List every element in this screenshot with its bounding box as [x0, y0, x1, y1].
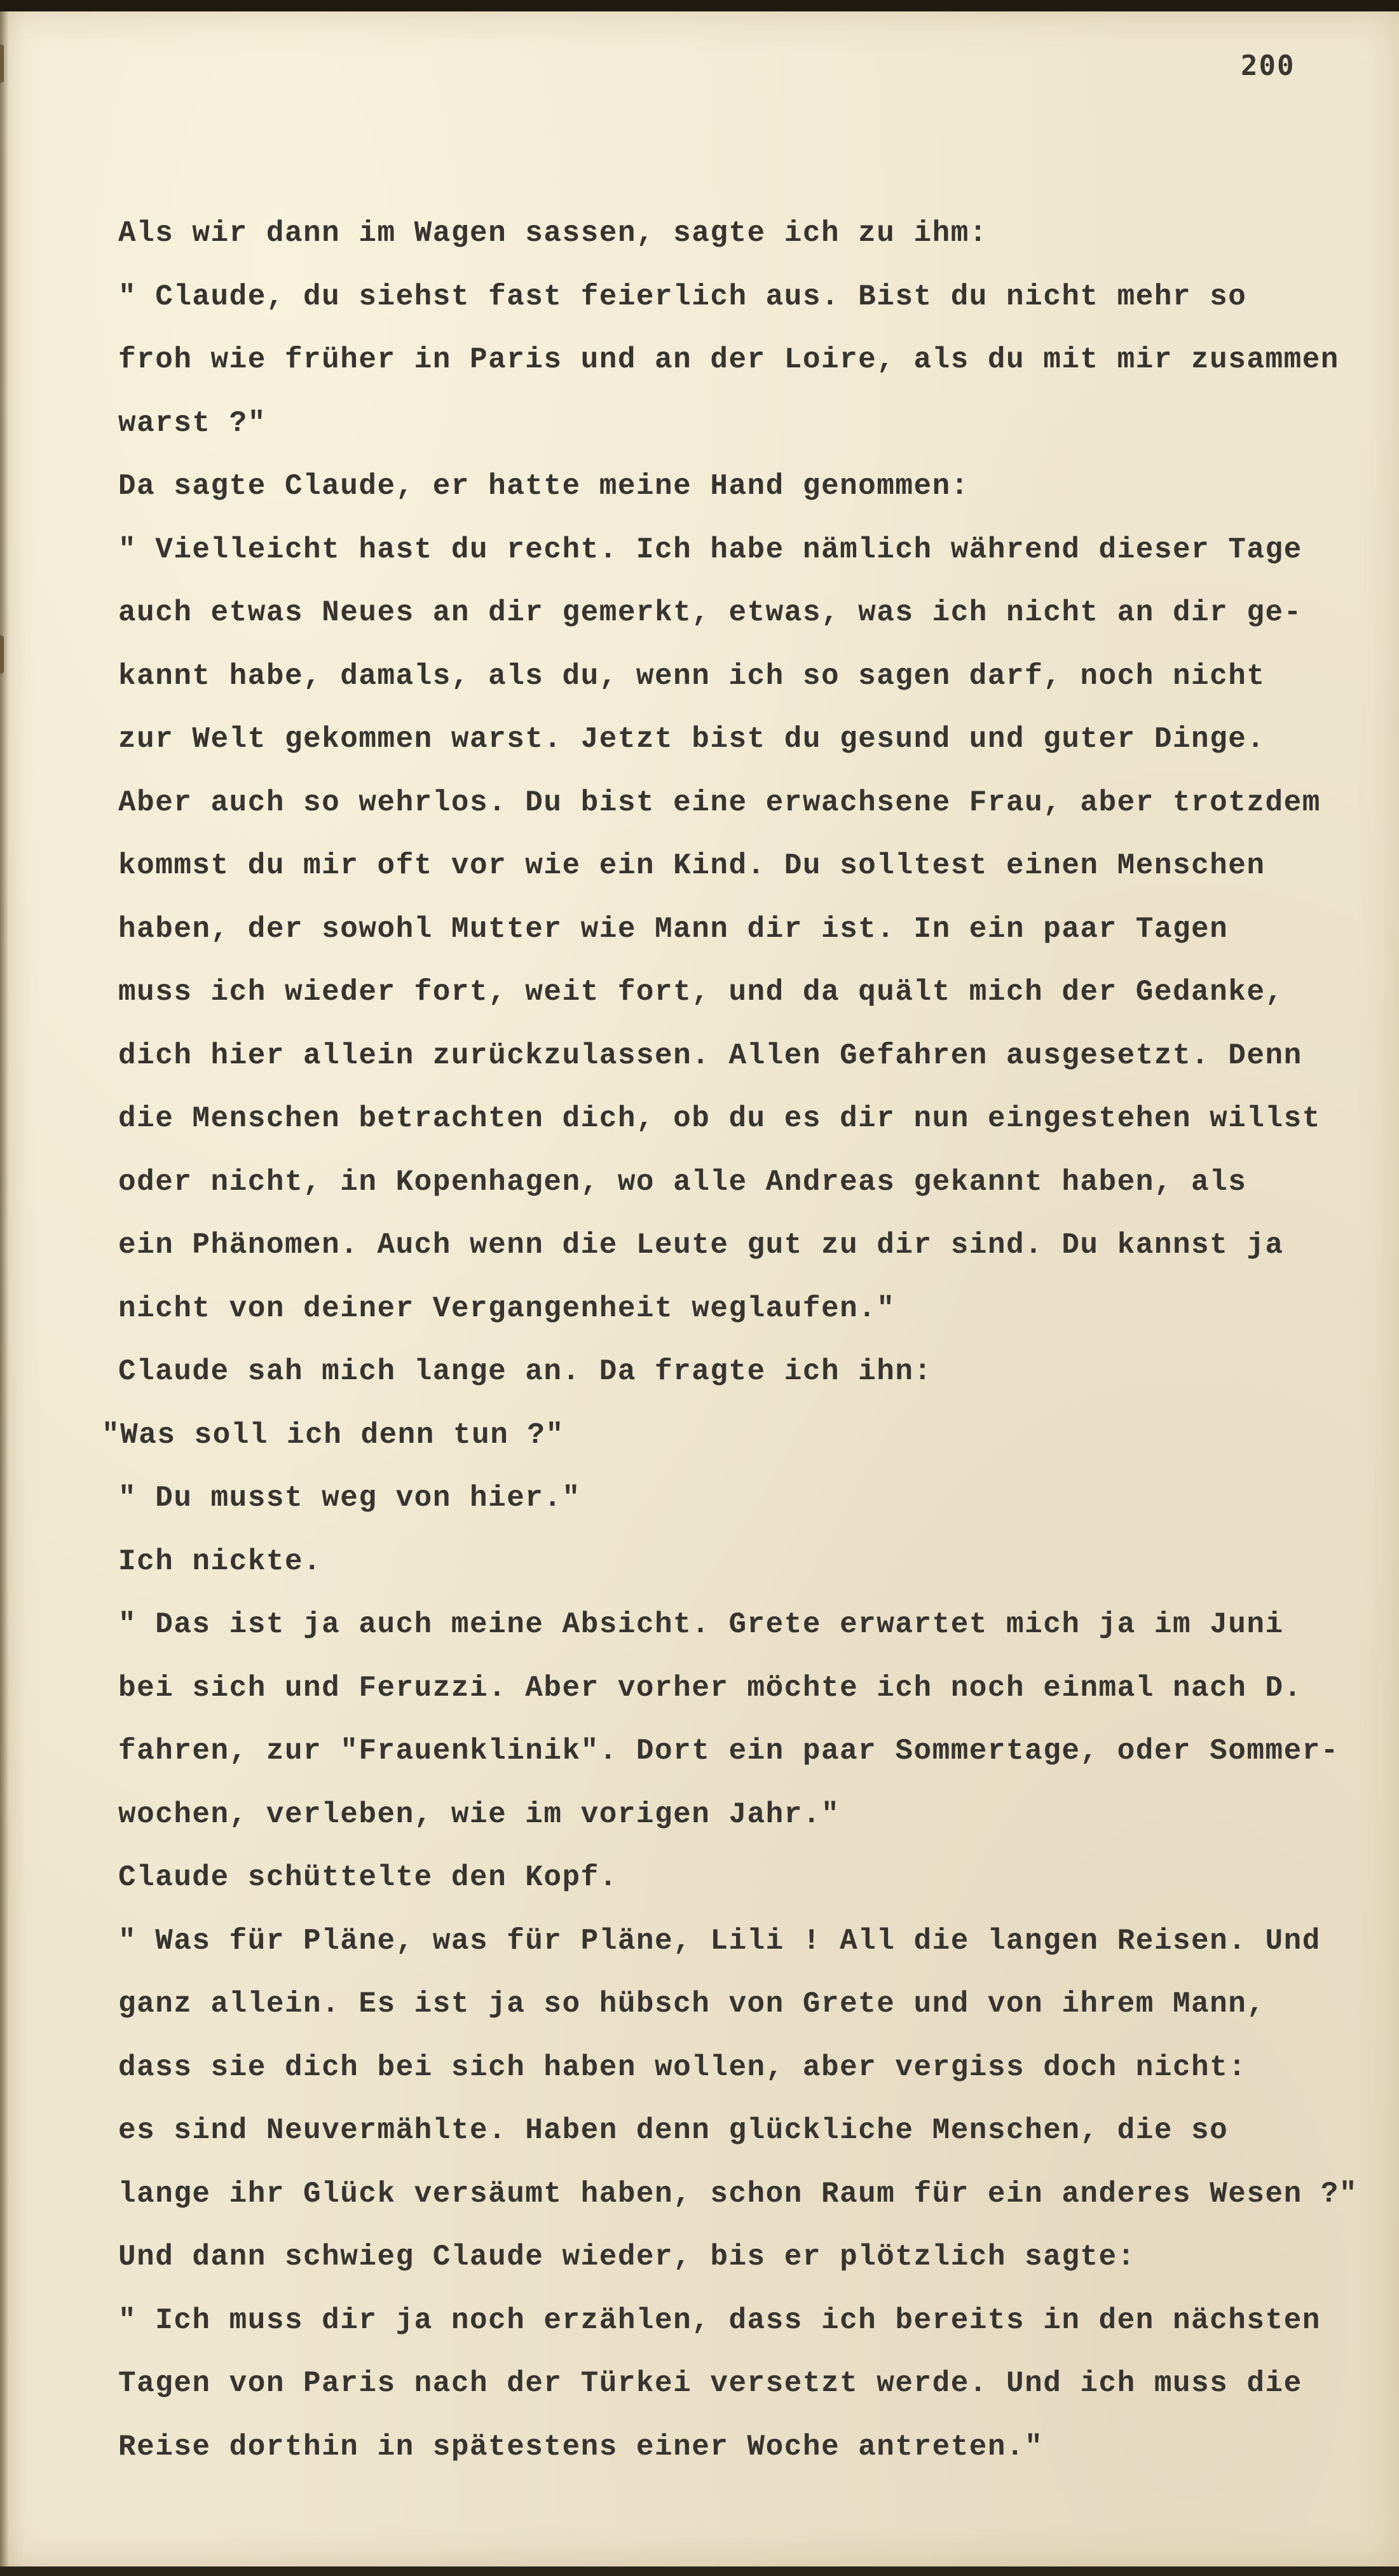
page-number: 200 — [1241, 50, 1295, 82]
text-line: " Vielleicht hast du recht. Ich habe nämlich während dieser Tage — [118, 533, 1302, 566]
text-line: Claude schüttelte den Kopf. — [118, 1861, 618, 1894]
text-line: "Was soll ich denn tun ?" — [102, 1418, 564, 1452]
text-line: die Menschen betrachten dich, ob du es dir nun eingestehen willst — [118, 1102, 1321, 1135]
text-line: ganz allein. Es ist ja so hübsch von Grete und von ihrem Mann, — [118, 1987, 1266, 2021]
text-line: " Du musst weg von hier." — [118, 1482, 581, 1515]
text-line: " Das ist ja auch meine Absicht. Grete erwartet mich ja im Juni — [118, 1608, 1284, 1641]
text-line: haben, der sowohl Mutter wie Mann dir ist. In ein paar Tagen — [118, 912, 1229, 946]
binding-mark — [0, 44, 4, 83]
text-line: Ich nickte. — [118, 1544, 322, 1578]
text-line: Claude sah mich lange an. Da fragte ich ihn: — [118, 1355, 932, 1388]
text-line: bei sich und Feruzzi. Aber vorher möchte ich noch einmal nach D. — [118, 1671, 1302, 1705]
text-line: lange ihr Glück versäumt haben, schon Raum für ein anderes Wesen ?" — [118, 2177, 1358, 2211]
text-line: Da sagte Claude, er hatte meine Hand genommen: — [118, 470, 969, 503]
binding-shadow — [0, 11, 9, 2566]
text-line: Und dann schwieg Claude wieder, bis er plötzlich sagte: — [118, 2240, 1136, 2273]
text-line: muss ich wieder fort, weit fort, und da quält mich der Gedanke, — [118, 976, 1284, 1009]
text-line: zur Welt gekommen warst. Jetzt bist du gesund und guter Dinge. — [118, 723, 1266, 756]
body-text — [0, 202, 1399, 2479]
text-line: ein Phänomen. Auch wenn die Leute gut zu dir sind. Du kannst ja — [118, 1229, 1284, 1262]
text-line: dass sie dich bei sich haben wollen, aber vergiss doch nicht: — [118, 2050, 1247, 2084]
text-line: Als wir dann im Wagen sassen, sagte ich zu ihm: — [118, 217, 988, 250]
text-line: oder nicht, in Kopenhagen, wo alle Andreas gekannt haben, als — [118, 1165, 1247, 1199]
typewritten-page — [0, 11, 1399, 2566]
text-line: kannt habe, damals, als du, wenn ich so sagen darf, noch nicht — [118, 659, 1266, 693]
text-line: dich hier allein zurückzulassen. Allen Gefahren ausgesetzt. Denn — [118, 1039, 1302, 1072]
text-line: " Was für Pläne, was für Pläne, Lili ! All die langen Reisen. Und — [118, 1924, 1321, 1958]
text-line: Tagen von Paris nach der Türkei versetzt werde. Und ich muss die — [118, 2367, 1302, 2400]
text-line: kommst du mir oft vor wie ein Kind. Du solltest einen Menschen — [118, 849, 1266, 882]
text-line: " Claude, du siehst fast feierlich aus. Bist du nicht mehr so — [118, 280, 1247, 313]
scan-top-edge — [0, 0, 1399, 11]
text-line: auch etwas Neues an dir gemerkt, etwas, was ich nicht an dir ge- — [118, 596, 1302, 629]
text-line: wochen, verleben, wie im vorigen Jahr." — [118, 1797, 840, 1831]
text-line: nicht von deiner Vergangenheit weglaufen." — [118, 1291, 896, 1325]
text-line: fahren, zur "Frauenklinik". Dort ein paar Sommertage, oder Sommer- — [118, 1734, 1339, 1768]
text-line: warst ?" — [118, 406, 266, 440]
text-line: Reise dorthin in spätestens einer Woche antreten." — [118, 2430, 1044, 2464]
text-line: froh wie früher in Paris und an der Loire, als du mit mir zusammen — [118, 343, 1339, 376]
binding-mark — [0, 636, 4, 674]
text-line: es sind Neuvermählte. Haben denn glückliche Menschen, die so — [118, 2114, 1229, 2147]
text-line: Aber auch so wehrlos. Du bist eine erwachsene Frau, aber trotzdem — [118, 786, 1321, 819]
text-line: " Ich muss dir ja noch erzählen, dass ich bereits in den nächsten — [118, 2303, 1321, 2337]
